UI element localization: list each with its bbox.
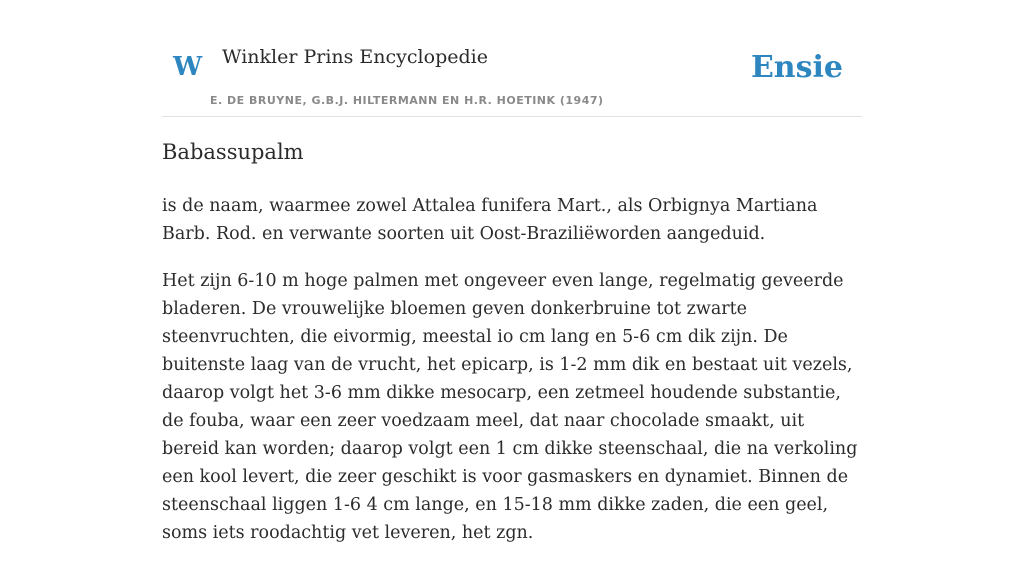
entry-content <box>162 192 862 566</box>
entry-title: Babassupalm <box>162 140 304 164</box>
ensie-logo[interactable]: Ensie <box>750 50 843 85</box>
winkler-prins-logo[interactable]: W <box>173 52 203 82</box>
site-header <box>162 0 862 117</box>
source-title-link[interactable]: Winkler Prins Encyclopedie <box>222 46 488 68</box>
source-authors: E. DE BRUYNE, G.B.J. HILTERMANN EN H.R. HOETINK (1947) <box>210 94 604 107</box>
entry-paragraph: is de naam, waarmee zowel Attalea funifera Mart., als Orbignya Martiana Barb. Rod. en verwante soorten uit Oost-Braziliëworden aangeduid. <box>162 196 818 244</box>
entry-paragraph: Het zijn 6-10 m hoge palmen met ongeveer even lange, regelmatig geveerde bladeren. De vrouwelijke bloemen geven donkerbruine tot zwarte steenvruchten, die eivormig, meestal io cm lang en 5-6 cm dik zijn. De buitenste laag van de vrucht, het epicarp, is 1-2 mm dik en bestaat uit vezels, daarop volgt het 3-6 mm dikke mesocarp, een zetmeel houdende substantie, de fouba, waar een zeer voedzaam meel, dat naar chocolade smaakt, uit bereid kan worden; daarop volgt een 1 cm dikke steenschaal, die na verkoling een kool levert, die zeer geschikt is voor gasmaskers en dynamiet. Binnen de steenschaal liggen 1-6 4 cm lange, en 15-18 mm dikke zaden, die een geel, soms iets roodachtig vet leveren, het zgn. <box>162 271 858 543</box>
